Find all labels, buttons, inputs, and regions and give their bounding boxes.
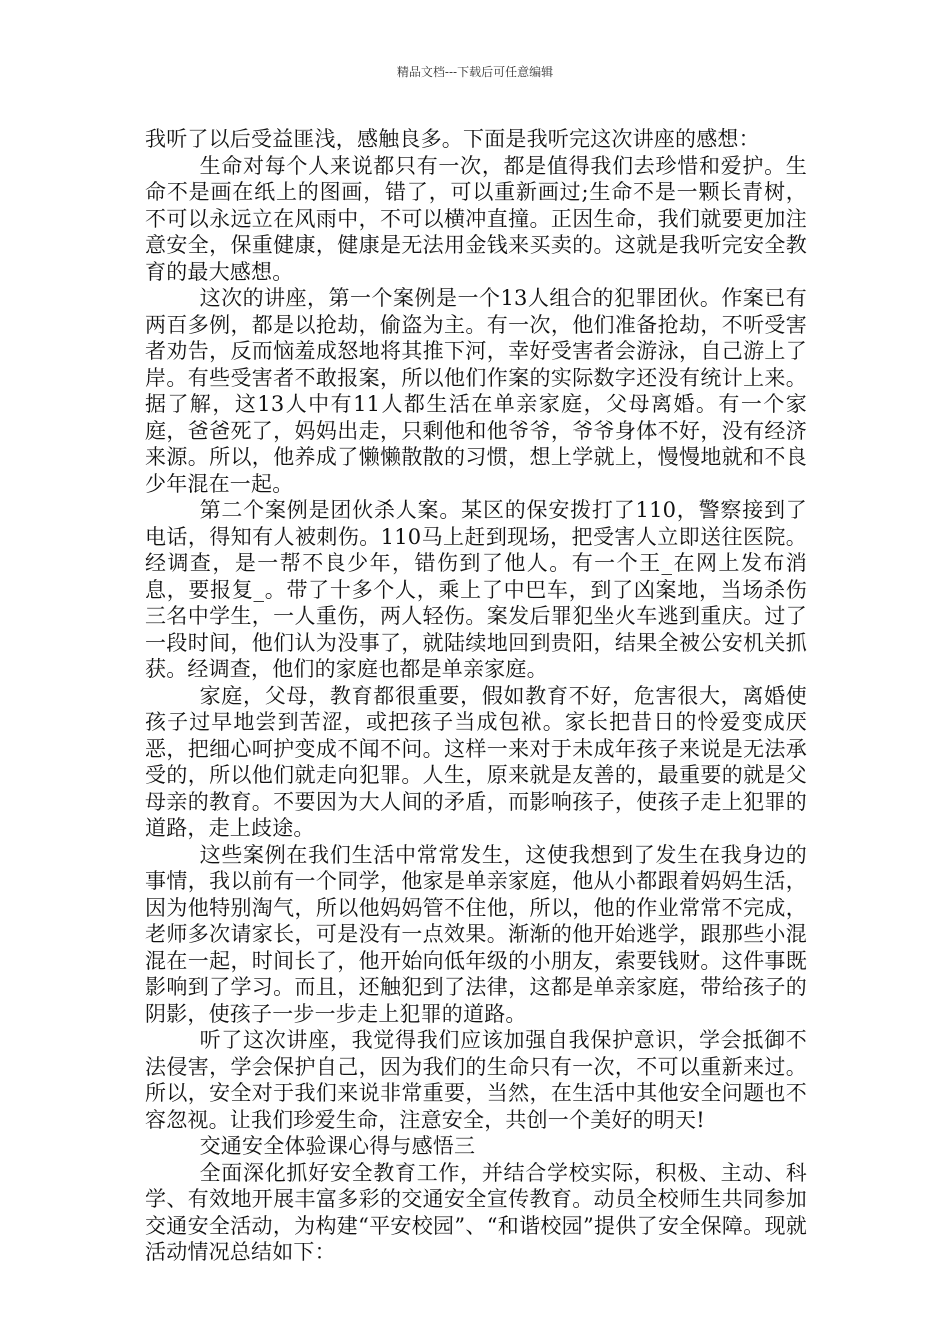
paragraph-conclusion: 听了这次讲座，我觉得我们应该加强自我保护意识，学会抵御不法侵害，学会保护自己，因为我们的生命只有一次，不可以重新来过。所以，安全对于我们来说非常重要，当然，在生活中其他安全问题也不容忽视。让我们珍爱生命，注意安全，共创一个美好的明天! [145, 1028, 807, 1132]
section-heading: 交通安全体验课心得与感悟三 [199, 1134, 476, 1158]
paragraph-classmate: 这些案例在我们生活中常常发生，这使我想到了发生在我身边的事情，我以前有一个同学，他家是单亲家庭，他从小都跟着妈妈生活，因为他特别淘气，所以他妈妈管不住他，所以，他的作业常常不完成，老师多次请家长，可是没有一点效果。渐渐的他开始逃学，跟那些小混混在一起，时间长了，他开始向低年级的小朋友，索要钱财。这件事既影响到了学习。而且，还触犯到了法律，这都是单亲家庭，带给孩子的阴影，使孩子一步一步走上犯罪的道路。 [145, 842, 807, 1026]
paragraph-family: 家庭，父母，教育都很重要，假如教育不好，危害很大，离婚使孩子过早地尝到苦涩，或把孩子当成包袱。家长把昔日的怜爱变成厌恶，把细心呵护变成不闻不问。这样一来对于未成年孩子来说是无法承受的，所以他们就走向犯罪。人生，原来就是友善的，最重要的就是父母亲的教育。不要因为大人间的矛盾，而影响孩子，使孩子走上犯罪的道路，走上歧途。 [145, 683, 807, 840]
paragraph-intro: 我听了以后受益匪浅，感触良多。下面是我听完这次讲座的感想： [145, 127, 760, 151]
paragraph-traffic-safety: 全面深化抓好安全教育工作，并结合学校实际，积极、主动、科学、有效地开展丰富多彩的交通安全宣传教育。动员全校师生共同参加交通安全活动，为构建“平安校园”、“和谐校园”提供了安全保障。现就活动情况总结如下： [145, 1160, 807, 1264]
document-body [145, 126, 807, 1266]
page-header: 精品文档---下载后可任意编辑 [396, 65, 554, 79]
paragraph-case-two: 第二个案例是团伙杀人案。某区的保安拨打了110，警察接到了电话，得知有人被刺伤。110马上赶到现场，把受害人立即送往医院。经调查，是一帮不良少年，错伤到了他人。有一个王_在网上发布消息，要报复_。带了十多个人，乘上了中巴车，到了凶案地，当场杀伤三名中学生，一人重伤，两人轻伤。案发后罪犯坐火车逃到重庆。过了一段时间，他们认为没事了，就陆续地回到贵阳，结果全被公安机关抓获。经调查，他们的家庭也都是单亲家庭。 [145, 498, 807, 681]
paragraph-case-one: 这次的讲座，第一个案例是一个13人组合的犯罪团伙。作案已有两百多例，都是以抢劫，偷盗为主。有一次，他们准备抢劫，不听受害者劝告，反而恼羞成怒地将其推下河，幸好受害者会游泳，自己游上了岸。有些受害者不敢报案，所以他们作案的实际数字还没有统计上来。据了解，这13人中有11人都生活在单亲家庭，父母离婚。有一个家庭，爸爸死了，妈妈出走，只剩他和他爷爷，爷爷身体不好，没有经济来源。所以，他养成了懒懒散散的习惯，想上学就上，慢慢地就和不良少年混在一起。 [145, 286, 807, 496]
paragraph-life: 生命对每个人来说都只有一次，都是值得我们去珍惜和爱护。生命不是画在纸上的图画，错了，可以重新画过;生命不是一颗长青树，不可以永远立在风雨中，不可以横冲直撞。正因生命，我们就要更加注意安全，保重健康，健康是无法用金钱来买卖的。这就是我听完安全教育的最大感想。 [145, 153, 807, 284]
